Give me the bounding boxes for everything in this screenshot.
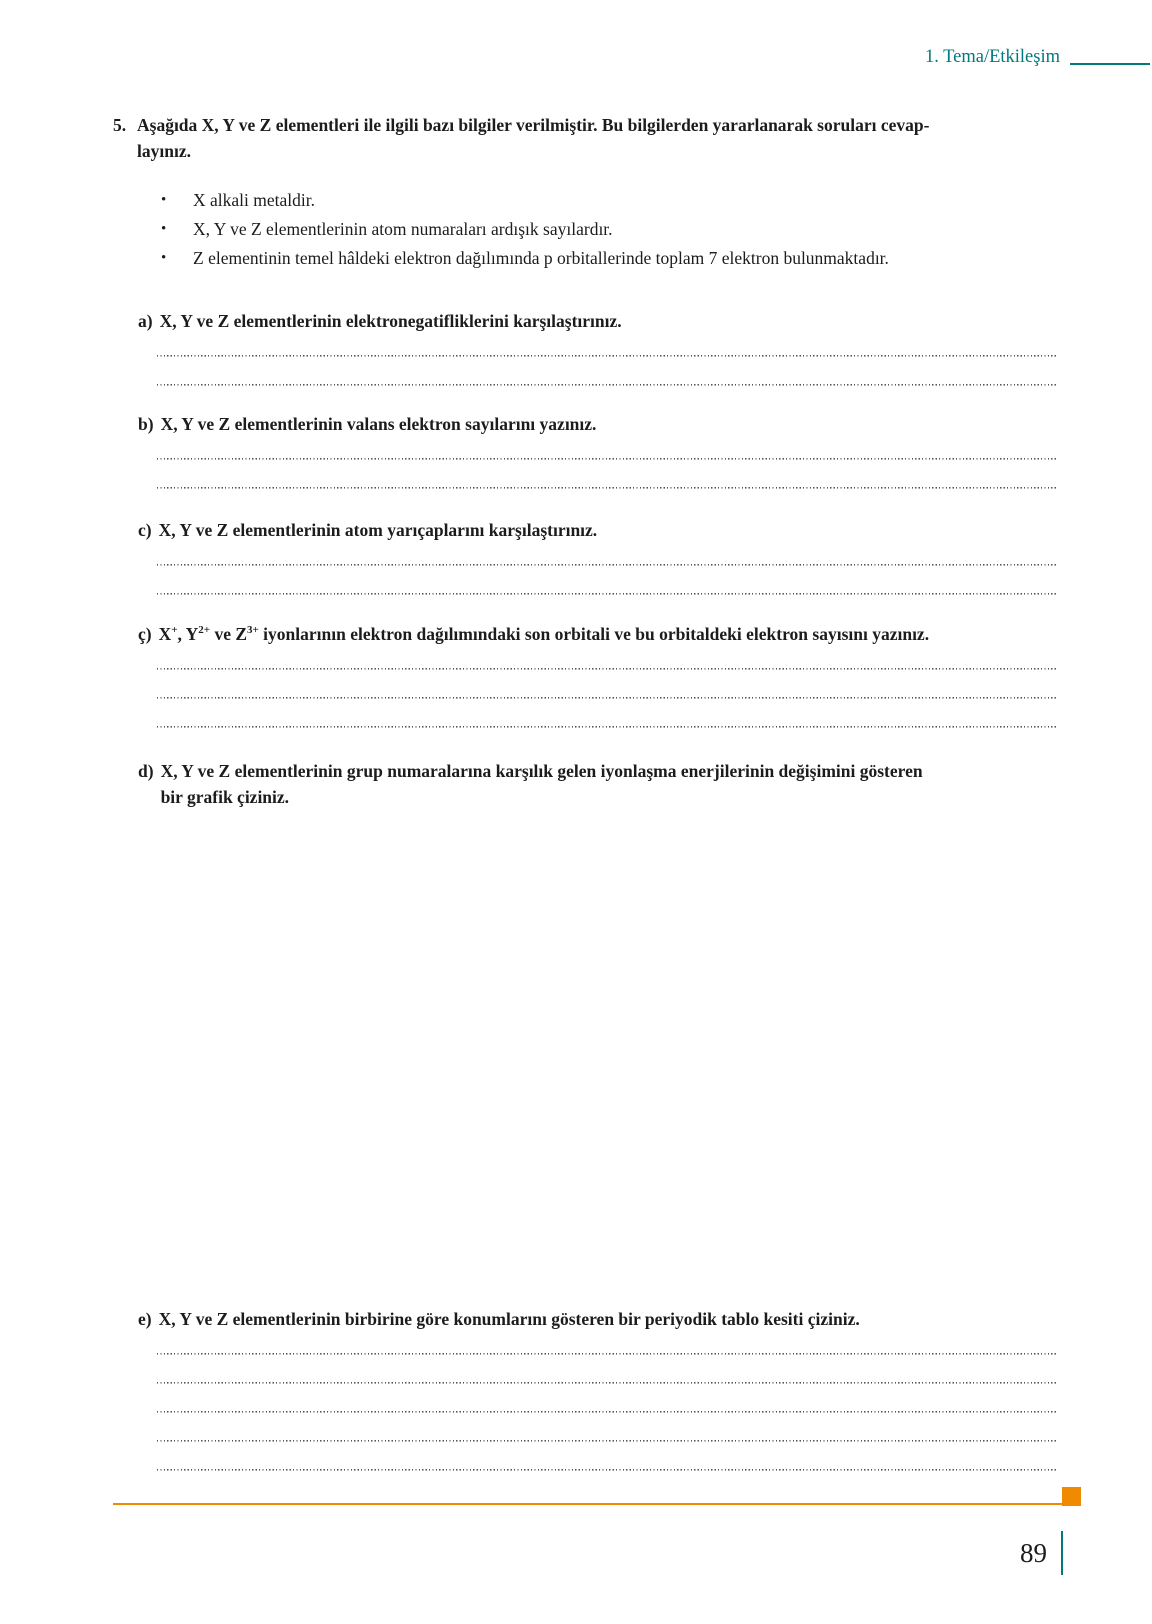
bullet-icon: • <box>161 192 167 208</box>
subquestion-e <box>138 1307 1058 1471</box>
subquestion-c-heading <box>138 518 1058 542</box>
answer-line <box>157 333 1058 357</box>
bullet-text: X, Y ve Z elementlerinin atom numaraları ardışık sayılardır. <box>193 219 613 239</box>
question-intro-line1: Aşağıda X, Y ve Z elementleri ile ilgili bazı bilgiler verilmiştir. Bu bilgilerden yararlanarak soruları cevap- <box>137 115 930 135</box>
question-intro <box>137 112 929 164</box>
subquestion-text: X, Y ve Z elementlerinin elektronegatifliklerini karşılaştırınız. <box>159 311 622 331</box>
ion-charge: 3+ <box>247 624 259 637</box>
subquestion-cc <box>138 622 1058 728</box>
ion-charge: 2+ <box>198 624 211 637</box>
answer-area <box>157 436 1058 489</box>
subquestion-c <box>138 518 1058 595</box>
subquestion-text: X, Y ve Z elementlerinin atom yarıçaplarını karşılaştırınız. <box>158 520 598 540</box>
bullet-text: Z elementinin temel hâldeki elektron dağılımında p orbitallerinde toplam 7 elektron bulunmaktadır. <box>193 248 889 268</box>
section-header-title: 1. Tema/Etkileşim <box>924 47 1060 67</box>
question-number: 5. <box>113 115 127 135</box>
answer-line <box>157 670 1058 699</box>
question-block <box>113 112 1058 1471</box>
answer-line <box>157 1384 1058 1413</box>
answer-line <box>157 699 1058 728</box>
subquestion-b-heading <box>138 412 1058 436</box>
answer-line <box>157 1355 1058 1384</box>
answer-line <box>157 460 1058 489</box>
subquestion-text: X+, $Y^{2+}$ ve $Z^{3+}$ iyonlarının elektron dağılımındaki son orbitali ve bu orbitaldeki elektron sayısını yazınız. <box>158 624 930 644</box>
subquestion-label: c) <box>138 520 152 540</box>
bullet-text: X alkali metaldir. <box>193 190 315 210</box>
question-5 <box>113 112 1058 164</box>
subquestion-label: e) <box>138 1309 152 1329</box>
answer-line <box>157 646 1058 670</box>
list-item <box>161 186 1058 215</box>
answer-area <box>157 1331 1058 1471</box>
subquestion-a-heading <box>138 309 1058 333</box>
bullet-icon: • <box>161 250 167 266</box>
question-intro-line2: layınız. <box>137 141 191 161</box>
subquestion-text: X, Y ve Z elementlerinin valans elektron sayılarını yazınız. <box>160 414 597 434</box>
subquestion-label: b) <box>138 414 154 434</box>
subquestion-e-heading <box>138 1307 1058 1331</box>
subquestion-cc-heading <box>138 622 1058 646</box>
answer-line <box>157 1331 1058 1355</box>
subquestion-a <box>138 309 1058 386</box>
subquestion-d-line1: X, Y ve Z elementlerinin grup numaralarına karşılık gelen iyonlaşma enerjilerinin değişimini gösteren <box>160 761 923 781</box>
subquestion-label: d) <box>138 761 154 781</box>
section-header <box>925 46 1150 68</box>
page-number-rule <box>1061 1531 1063 1575</box>
list-item <box>161 244 1058 273</box>
subquestion-d-heading <box>138 758 1058 810</box>
subquestion-label: a) <box>138 311 153 331</box>
answer-area <box>157 646 1058 728</box>
bullet-list <box>161 186 1058 273</box>
answer-area <box>157 542 1058 595</box>
answer-line <box>157 357 1058 386</box>
subquestion-d-line2: bir grafik çiziniz. <box>160 787 290 807</box>
subquestion-d <box>138 758 1058 810</box>
answer-line <box>157 566 1058 595</box>
page-number: 89 <box>1020 1538 1047 1568</box>
subquestion-label: ç) <box>138 624 152 644</box>
answer-line <box>157 1442 1058 1471</box>
footer-rule <box>113 1503 1062 1505</box>
list-item <box>161 215 1058 244</box>
answer-line <box>157 542 1058 566</box>
header-rule <box>1070 63 1150 65</box>
subquestion-b <box>138 412 1058 489</box>
answer-line <box>157 436 1058 460</box>
ion-charge: + <box>171 624 178 637</box>
answer-area <box>157 333 1058 386</box>
subquestion-text: X, Y ve Z elementlerinin birbirine göre konumlarını gösteren bir periyodik tablo kesiti çiziniz. <box>158 1309 860 1329</box>
answer-line <box>157 1413 1058 1442</box>
bullet-icon: • <box>161 221 167 237</box>
subquestion-text <box>161 758 923 810</box>
footer-corner-square <box>1062 1487 1081 1506</box>
